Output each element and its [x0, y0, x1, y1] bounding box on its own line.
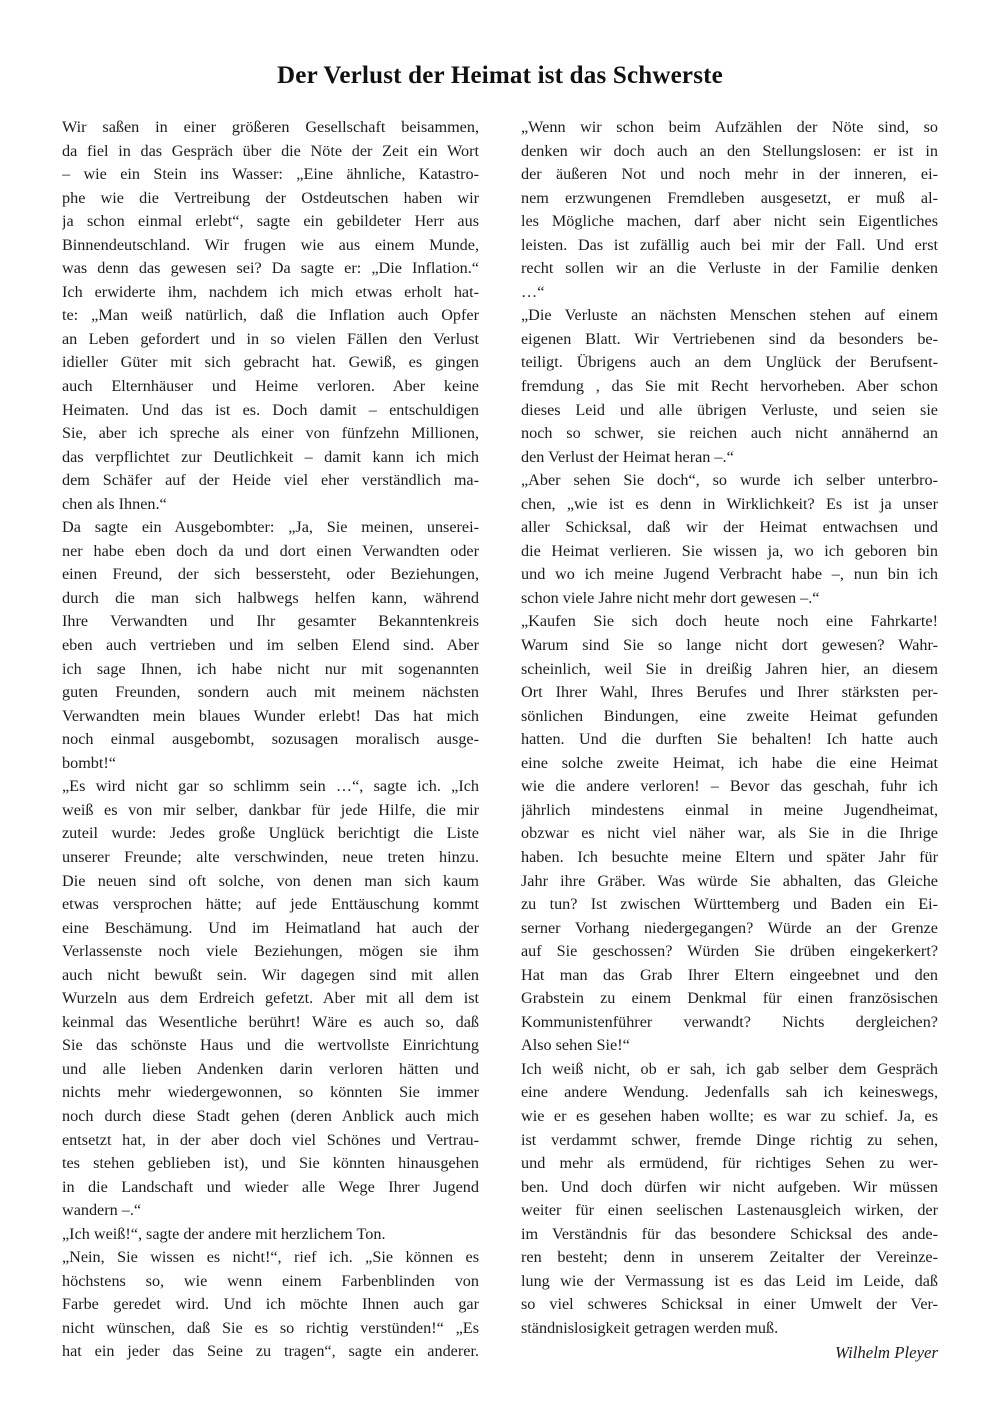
text-line: Kommunistenführer verwandt? Nichts dergleichen?: [521, 1012, 938, 1031]
left-column: [62, 116, 479, 1365]
text-line: eben auch vertrieben und im selben Elend sind. Aber: [62, 636, 479, 655]
two-column-layout: [62, 116, 938, 1365]
text-line: jährlich mindestens einmal in meine Jugendheimat,: [521, 800, 938, 819]
text-line: das verpflichtet zur Deutlichkeit – damit kann ich mich: [62, 447, 479, 466]
text-line: Verlassenste noch viele Beziehungen, mögen sie ihm: [62, 942, 479, 961]
text-line: hatten. Und die durften Sie behalten! Ich hatte auch: [521, 730, 938, 749]
text-line: aller Schicksal, daß wir der Heimat entwachsen und: [521, 518, 938, 537]
text-line: „Wenn wir schon beim Aufzählen der Nöte sind, so: [521, 118, 938, 136]
paragraph: [521, 116, 938, 304]
text-line: noch durch diese Stadt gehen (deren Anblick auch mich: [62, 1106, 479, 1125]
text-line: ner habe eben doch da und dort einen Verwandten oder: [62, 541, 479, 560]
text-line: sönlichen Bindungen, eine zweite Heimat gefunden: [521, 706, 938, 725]
text-line: haben. Ich besuchte meine Eltern und später Jahr für: [521, 847, 938, 866]
paragraph: [62, 516, 479, 775]
author-signature: Wilhelm Pleyer: [835, 1343, 938, 1363]
text-line: zuteil wurde: Jedes große Unglück berichtigt die Liste: [62, 824, 479, 843]
text-line: serner Vorhang niedergegangen? Würde an der Grenze: [521, 918, 938, 937]
text-line: Ich weiß nicht, ob er sah, ich gab selber dem Gespräch: [521, 1059, 938, 1078]
text-line: ren besteht; denn in unserem Zeitalter der Vereinze-: [521, 1248, 938, 1267]
text-line: der äußeren Not und noch mehr in der inneren, ei-: [521, 165, 938, 184]
text-line: nem erzwungenen Fremdleben ausgesetzt, er muß al-: [521, 188, 938, 207]
text-line: chen, „wie ist es denn in Wirklichkeit? Es ist ja unser: [521, 494, 938, 513]
text-line: eine Beschämung. Und im Heimatland hat auch der: [62, 918, 479, 937]
text-line: unserer Freunde; alte verschwinden, neue treten hinzu.: [62, 847, 479, 866]
text-line: Farbe geredet wird. Und ich möchte Ihnen auch gar: [62, 1295, 479, 1314]
text-line: leisten. Das ist zufällig auch bei mir der Fall. Und erst: [521, 235, 938, 254]
text-line: wie die andere verloren! – Bevor das geschah, fuhr ich: [521, 777, 938, 796]
text-line: dieses Leid und alle übrigen Verluste, und seien sie: [521, 400, 938, 419]
text-line: scheinlich, weil Sie in dreißig Jahren hier, an diesem: [521, 659, 938, 678]
text-line: „Die Verluste an nächsten Menschen stehen auf einem: [521, 306, 938, 325]
text-line: ja schon einmal erlebt“, sagte ein gebildeter Herr aus: [62, 212, 479, 231]
text-line: noch so schwer, sie reichen auch nicht annähernd an: [521, 424, 938, 443]
text-line: Verwandten mein blaues Wunder erlebt! Das hat mich: [62, 706, 479, 725]
text-line: und mehr als ermüdend, für richtiges Sehen zu wer-: [521, 1154, 938, 1173]
right-column: [521, 116, 938, 1365]
text-line: Binnendeutschland. Wir frugen wie aus einem Munde,: [62, 235, 479, 254]
text-line: durch die man sich halbwegs helfen kann, während: [62, 588, 479, 607]
text-line: so viel schweres Schicksal in einer Umwelt der Ver-: [521, 1295, 938, 1314]
paragraph: [521, 610, 938, 1057]
text-line: weiß es von mir selber, dankbar für jede Hilfe, die mir: [62, 800, 479, 819]
text-line: auch Elternhäuser und Heime verloren. Aber keine: [62, 377, 479, 396]
text-line: Ort Ihrer Wahl, Ihres Berufes und Ihrer stärksten per-: [521, 683, 938, 702]
right-column-paragraphs: [521, 116, 938, 1340]
text-line: wandern –.“: [62, 1201, 142, 1220]
text-line: „Ich weiß!“, sagte der andere mit herzlichem Ton.: [62, 1224, 386, 1243]
text-line: guten Freunden, sondern auch mit meinem nächsten: [62, 683, 479, 702]
text-line: Also sehen Sie!“: [521, 1036, 630, 1055]
text-line: „Es wird nicht gar so schlimm sein …“, sagte ich. „Ich: [62, 777, 479, 796]
text-line: hat ein jeder das Seine zu tragen“, sagte ein anderer.: [62, 1342, 479, 1361]
text-line: auf Sie geschossen? Würden Sie drüben eingekerkert?: [521, 942, 938, 961]
text-line: les Mögliche machen, darf aber nicht sein Eigentliches: [521, 212, 938, 231]
text-line: im Verständnis für das besondere Schicksal des ande-: [521, 1224, 938, 1243]
text-line: ständnislosigkeit getragen werden muß.: [521, 1318, 779, 1337]
text-line: höchstens so, wie wenn einem Farbenblinden von: [62, 1271, 479, 1290]
text-line: ben. Und doch dürfen wir nicht aufgeben. Wir müssen: [521, 1177, 938, 1196]
text-line: te: „Man weiß natürlich, daß die Inflation auch Opfer: [62, 306, 479, 325]
text-line: Da sagte ein Ausgebombter: „Ja, Sie meinen, unserei-: [62, 518, 479, 537]
text-line: Die neuen sind oft solche, von denen man sich kaum: [62, 871, 479, 890]
text-line: Sie, aber ich spreche als einer von fünfzehn Millionen,: [62, 424, 479, 443]
text-line: nichts mehr wiedergewonnen, so könnten Sie immer: [62, 1083, 479, 1102]
text-line: den Verlust der Heimat heran –.“: [521, 447, 734, 466]
text-line: recht sollen wir an die Verluste in der Familie denken: [521, 259, 938, 278]
paragraph: [62, 775, 479, 1222]
text-line: phe wie die Vertreibung der Ostdeutschen haben wir: [62, 188, 479, 207]
text-line: Grabstein zu einem Denkmal für einen französischen: [521, 989, 938, 1008]
text-line: da fiel in das Gespräch über die Nöte der Zeit ein Wort: [62, 141, 479, 160]
text-line: lung wie der Vermassung ist es das Leid im Leide, daß: [521, 1271, 938, 1290]
text-line: die Heimat verlieren. Sie wissen ja, wo ich geboren bin: [521, 541, 938, 560]
left-column-paragraphs: [62, 116, 479, 1364]
text-line: und alle lieben Andenken darin verloren hätten und: [62, 1059, 479, 1078]
text-line: chen als Ihnen.“: [62, 494, 167, 513]
text-line: etwas versprochen hätte; auf jede Enttäuschung kommt: [62, 895, 479, 914]
page-title: Der Verlust der Heimat ist das Schwerste: [277, 62, 723, 89]
text-line: entsetzt hat, in der aber doch viel Schönes und Vertrau-: [62, 1130, 479, 1149]
text-line: ist verdammt schwer, fremde Dinge richtig zu sehen,: [521, 1130, 938, 1149]
text-line: Warum sind Sie so lange nicht dort gewesen? Wahr-: [521, 636, 938, 655]
text-line: Sie das schönste Haus und die wertvollste Einrichtung: [62, 1036, 479, 1055]
text-line: zu tun? Ist zwischen Württemberg und Baden ein Ei-: [521, 895, 938, 914]
text-line: wie er es gesehen haben wollte; es war zu schief. Ja, es: [521, 1106, 938, 1125]
text-line: keinmal das Wesentliche berührt! Wäre es auch so, daß: [62, 1012, 479, 1031]
text-line: noch einmal ausgebombt, sozusagen moralisch ausge-: [62, 730, 479, 749]
text-line: eine solche zweite Heimat, ich habe die eine Heimat: [521, 753, 938, 772]
text-line: auch nicht bewußt sein. Wir dagegen sind mit allen: [62, 965, 479, 984]
text-line: schon viele Jahre nicht mehr dort gewesen –.“: [521, 588, 820, 607]
text-line: „Aber sehen Sie doch“, so wurde ich selber unterbro-: [521, 471, 938, 490]
text-line: „Nein, Sie wissen es nicht!“, rief ich. „Sie können es: [62, 1248, 479, 1267]
text-line: fremdung , das Sie mit Recht hervorheben. Aber schon: [521, 377, 938, 396]
text-line: „Kaufen Sie sich doch heute noch eine Fahrkarte!: [521, 612, 938, 631]
text-line: dem Schäfer auf der Heide viel eher verständlich ma-: [62, 471, 479, 490]
paragraph: [521, 1058, 938, 1341]
text-line: denken wir doch auch an den Stellungslosen: er ist in: [521, 141, 938, 160]
text-line: nicht wünschen, daß Sie es so richtig verstünden!“ „Es: [62, 1318, 479, 1337]
text-line: eine andere Wendung. Jedenfalls sah ich keineswegs,: [521, 1083, 938, 1102]
text-line: tes stehen geblieben ist), und Sie könnten hinausgehen: [62, 1154, 479, 1173]
text-line: eigenen Blatt. Wir Vertriebenen sind da besonders be-: [521, 329, 938, 348]
text-line: Wir saßen in einer größeren Gesellschaft beisammen,: [62, 118, 479, 136]
text-line: Jahr ihre Gräber. Was würde Sie abhalten, das Gleiche: [521, 871, 938, 890]
text-line: – wie ein Stein ins Wasser: „Eine ähnliche, Katastro-: [62, 165, 479, 184]
text-line: obzwar es nicht viel näher war, als Sie in die Ihrige: [521, 824, 938, 843]
text-line: was denn das gewesen sei? Da sagte er: „Die Inflation.“: [62, 259, 479, 278]
text-line: an Leben gefordert und in so vielen Fällen den Verlust: [62, 329, 479, 348]
text-line: Ich erwiderte ihm, nachdem ich mich etwas erholt hat-: [62, 282, 479, 301]
text-line: Hat man das Grab Ihrer Eltern eingeebnet und den: [521, 965, 938, 984]
text-line: Wurzeln aus dem Erdreich gefetzt. Aber mit all dem ist: [62, 989, 479, 1008]
paragraph: [521, 304, 938, 469]
text-line: Ihre Verwandten und Ihr gesamter Bekanntenkreis: [62, 612, 479, 631]
text-line: und wo ich meine Jugend Verbracht habe –, nun bin ich: [521, 565, 938, 584]
text-line: in die Landschaft und wieder alle Wege Ihrer Jugend: [62, 1177, 479, 1196]
paragraph: [62, 1246, 479, 1364]
paragraph: [521, 469, 938, 610]
text-line: …“: [521, 282, 545, 301]
text-line: teiligt. Übrigens auch an dem Unglück der Berufsent-: [521, 353, 938, 372]
text-line: bombt!“: [62, 753, 116, 772]
text-line: ich sage Ihnen, ich habe nicht nur mit sogenannten: [62, 659, 479, 678]
text-line: idieller Güter mit sich gebracht hat. Gewiß, es gingen: [62, 353, 479, 372]
text-line: weiter für einen seelischen Lastenausgleich wirken, der: [521, 1201, 938, 1220]
text-line: einen Freund, der sich bessersteht, oder Beziehungen,: [62, 565, 479, 584]
paragraph: [62, 116, 479, 516]
paragraph: [62, 1223, 479, 1247]
text-line: Heimaten. Und das ist es. Doch damit – entschuldigen: [62, 400, 479, 419]
